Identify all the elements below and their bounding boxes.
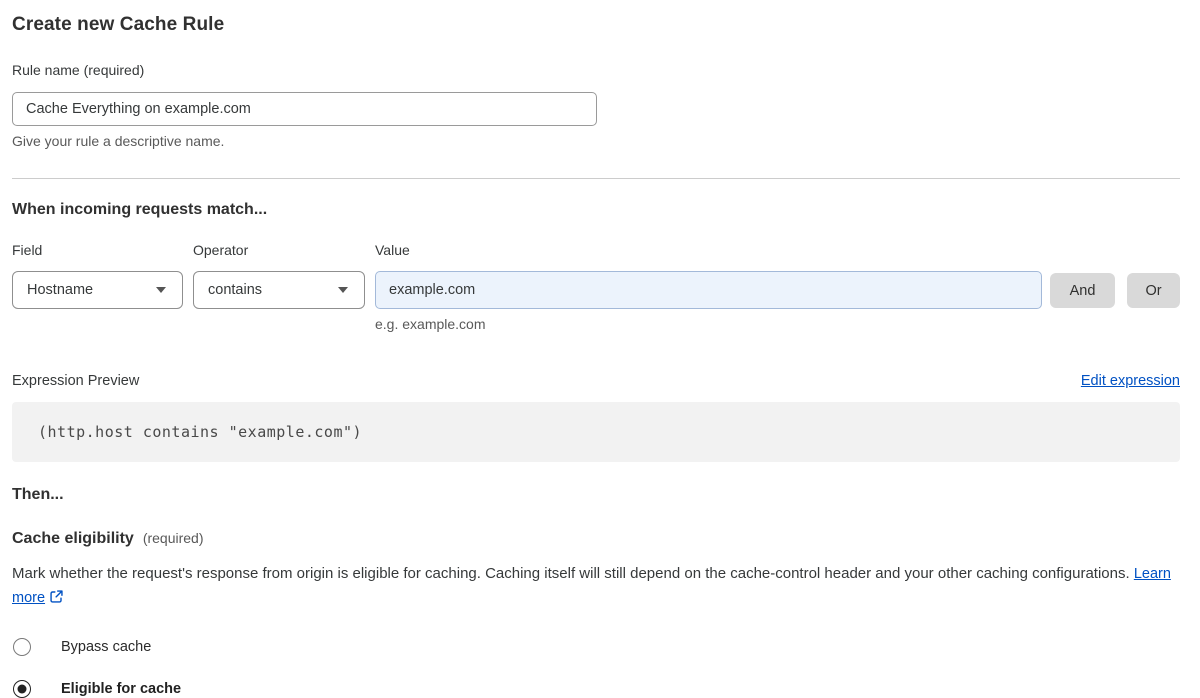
page-title: Create new Cache Rule <box>12 14 225 35</box>
rule-name-section <box>12 62 1180 150</box>
field-selected-value: Hostname <box>27 282 94 298</box>
chevron-down-icon <box>156 287 166 293</box>
operator-selected-value: contains <box>208 282 263 298</box>
radio-eligible-for-cache-label: Eligible for cache <box>61 681 182 697</box>
chevron-down-icon <box>338 287 348 293</box>
cache-eligibility-title: Cache eligibility <box>12 530 134 547</box>
operator-select[interactable] <box>193 271 365 309</box>
cache-eligibility-description: Mark whether the request's response from origin is eligible for caching. Caching itself will still depend on the cache-control header and your other caching configurations. Learn more <box>12 562 1172 612</box>
field-select[interactable] <box>12 271 183 309</box>
match-heading: When incoming requests match... <box>12 201 268 218</box>
external-link-icon <box>49 588 64 612</box>
match-condition-row <box>12 242 1180 333</box>
learn-more-link[interactable]: Learn more <box>12 566 1171 606</box>
or-button[interactable]: Or <box>1127 273 1180 308</box>
operator-label: Operator <box>193 242 249 258</box>
expression-code-text: (http.host contains "example.com") <box>38 423 363 441</box>
radio-unselected-icon[interactable] <box>13 638 31 656</box>
then-heading: Then... <box>12 486 64 503</box>
edit-expression-link[interactable]: Edit expression <box>1080 373 1180 389</box>
expression-preview-code <box>12 402 1180 462</box>
value-helper: e.g. example.com <box>375 316 486 332</box>
expression-header <box>12 373 1180 389</box>
required-note: (required) <box>142 530 204 546</box>
radio-bypass-cache[interactable] <box>12 638 1180 656</box>
connector-buttons <box>1050 242 1180 308</box>
rule-name-input[interactable] <box>12 92 597 126</box>
field-label: Field <box>12 242 43 258</box>
and-button[interactable]: And <box>1050 273 1115 308</box>
value-input[interactable] <box>375 271 1042 309</box>
value-label: Value <box>375 242 410 258</box>
cache-eligibility-heading <box>12 530 1180 548</box>
radio-eligible-for-cache[interactable] <box>12 680 1180 698</box>
section-divider <box>12 178 1180 179</box>
radio-bypass-cache-label: Bypass cache <box>61 639 152 655</box>
rule-name-helper: Give your rule a descriptive name. <box>12 133 225 149</box>
expression-preview-label: Expression Preview <box>12 373 140 389</box>
radio-selected-icon[interactable] <box>13 680 31 698</box>
rule-name-label: Rule name (required) <box>12 62 145 78</box>
